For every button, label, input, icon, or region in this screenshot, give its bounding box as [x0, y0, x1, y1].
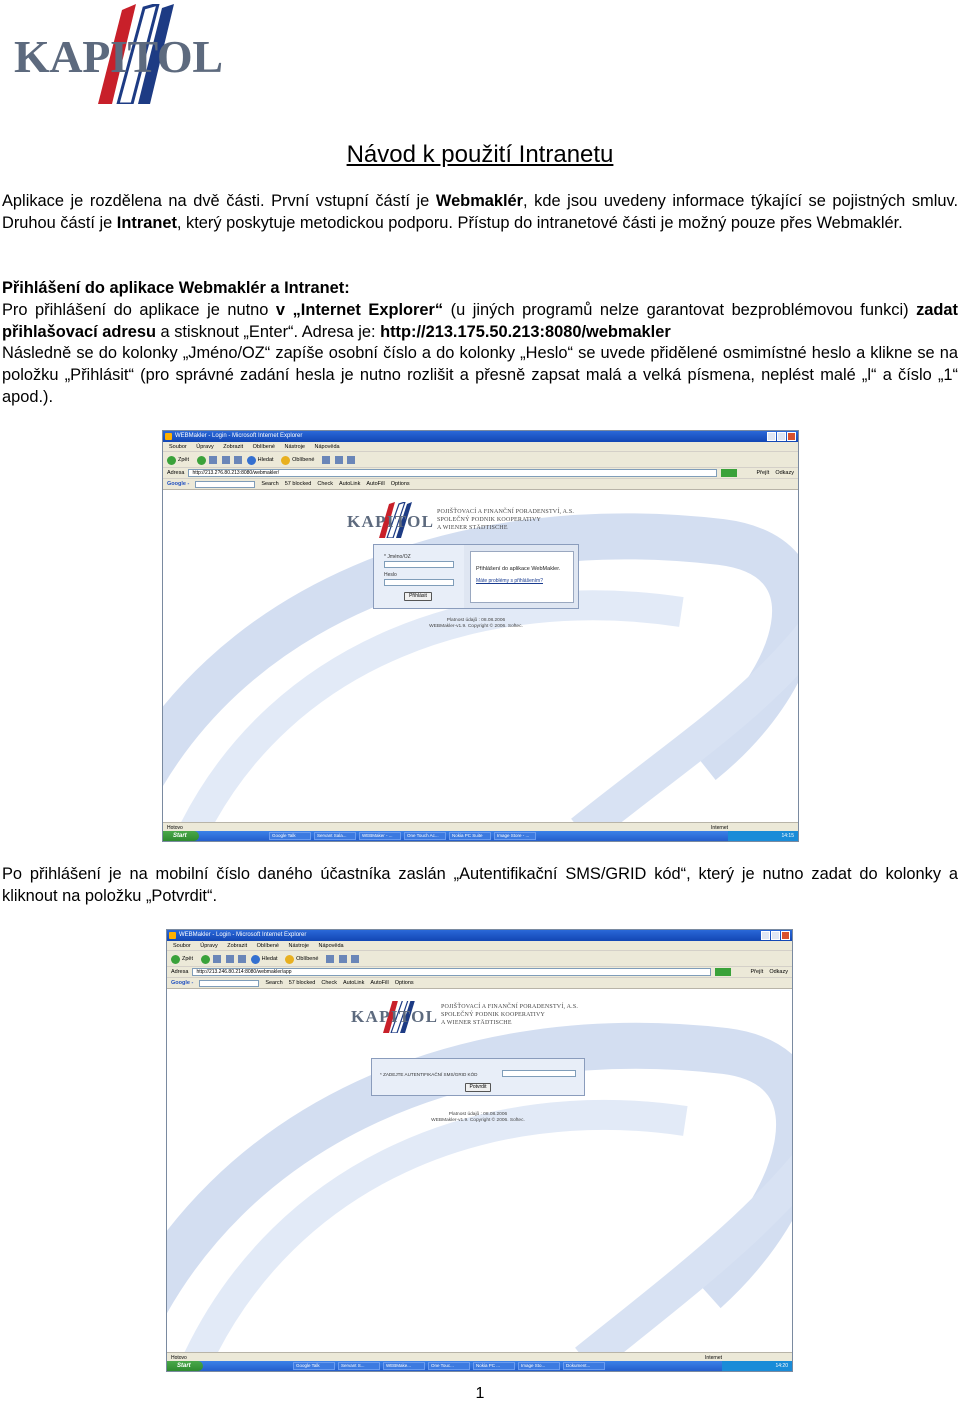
- sms-code-label: * ZADEJTE AUTENTIFIKAČNÍ SMS/GRID KÓD: [380, 1072, 478, 1077]
- ie-addressbar: [163, 468, 798, 479]
- page-title: Návod k použití Intranetu: [346, 141, 614, 168]
- favorites-button[interactable]: Oblíbené: [296, 956, 319, 962]
- login-text-block: [2, 300, 958, 344]
- google-autofill-button[interactable]: AutoFill: [370, 979, 389, 986]
- address-label: Adresa: [171, 968, 189, 975]
- task-google-talk[interactable]: Google Talk: [269, 832, 311, 840]
- login-button[interactable]: Přihlásit: [404, 592, 432, 601]
- ie-addressbar: [167, 967, 792, 978]
- ie-toolbar: [167, 951, 792, 967]
- mail-icon[interactable]: [339, 955, 347, 963]
- google-autofill-button[interactable]: AutoFill: [366, 480, 385, 487]
- google-autolink-button[interactable]: AutoLink: [338, 480, 361, 487]
- login-instructions: [2, 278, 958, 409]
- ie-titlebar: [163, 431, 798, 442]
- zone-text: Internet: [711, 825, 728, 831]
- task-image-store[interactable]: Image Sto...: [518, 1362, 560, 1370]
- search-icon[interactable]: [251, 955, 260, 964]
- stop-icon[interactable]: [209, 456, 217, 464]
- google-check-button[interactable]: Check: [321, 979, 337, 986]
- task-webmaker[interactable]: WEBMaker - ...: [359, 832, 401, 840]
- go-arrow-icon[interactable]: [721, 469, 737, 477]
- menu-soubor[interactable]: Soubor: [169, 444, 187, 450]
- back-arrow-icon[interactable]: [171, 955, 180, 964]
- zone-text: Internet: [705, 1355, 722, 1361]
- forward-arrow-icon[interactable]: [201, 955, 210, 964]
- login-zadat-bold: zadat přihlašovací adresu: [2, 300, 959, 341]
- ie-app-icon: [165, 433, 172, 440]
- kapitol-mini-logo: [345, 502, 435, 538]
- version-note: Platnost údajů : 08.08.2006 WEBMakler-v1.9. Copyright © 2006. Softec.: [431, 1112, 525, 1123]
- menu-zobrazit[interactable]: Zobrazit: [227, 943, 248, 949]
- history-icon[interactable]: [322, 456, 330, 464]
- sms-code-input[interactable]: [502, 1070, 576, 1077]
- refresh-icon[interactable]: [226, 955, 234, 963]
- star-icon[interactable]: [285, 955, 294, 964]
- google-label: Google -: [167, 480, 190, 487]
- search-button[interactable]: Hledat: [261, 956, 278, 962]
- back-arrow-icon[interactable]: [167, 456, 176, 465]
- go-button[interactable]: Přejít: [750, 968, 764, 975]
- star-icon[interactable]: [281, 456, 290, 465]
- login-text-4: Následně se do kolonky „Jméno/OZ“ zapíše osobní číslo a do kolonky „Heslo“ se uvede přidělené osmimístné heslo a klikne se na položku „Přihlásit“ (pro správné zadání hesla je nutno rozlišit a přesně zapsat malá a velká písmena, neplést malé „l“ a číslo „1“ apod.).: [2, 344, 958, 406]
- menu-oblibene[interactable]: Oblíbené: [252, 444, 275, 450]
- login-info-title: Přihlášení do aplikace WebMakler.: [476, 566, 561, 572]
- start-button[interactable]: Start: [167, 1361, 203, 1371]
- task-webmaker[interactable]: WEBMake...: [383, 1362, 425, 1370]
- intro-intranet-bold: Intranet: [116, 213, 177, 232]
- minimize-icon[interactable]: [767, 432, 776, 441]
- search-button[interactable]: Hledat: [257, 457, 274, 463]
- logo-wordmark: KAPITOL: [14, 31, 224, 82]
- back-button[interactable]: Zpět: [178, 457, 190, 463]
- svg-text:KAPITOL: KAPITOL: [347, 512, 433, 531]
- back-button[interactable]: Zpět: [182, 956, 194, 962]
- menu-nastroje[interactable]: Nástroje: [284, 444, 305, 450]
- ie-menubar: [163, 442, 798, 452]
- task-nokia[interactable]: Nokia PC ...: [473, 1362, 515, 1370]
- minimize-icon[interactable]: [761, 931, 770, 940]
- menu-upravy[interactable]: Úpravy: [200, 943, 218, 949]
- refresh-icon[interactable]: [222, 456, 230, 464]
- task-one-touch[interactable]: One Touch Ac...: [404, 832, 446, 840]
- address-label: Adresa: [167, 469, 185, 476]
- google-popup-blocker[interactable]: 57 blocked: [284, 480, 312, 487]
- login-info-panel: [470, 551, 574, 603]
- login-url-bold: http://213.175.50.213:8080/webmakler: [380, 322, 671, 341]
- menu-napoveda[interactable]: Nápověda: [318, 943, 344, 949]
- start-button[interactable]: Start: [163, 831, 199, 841]
- google-check-button[interactable]: Check: [317, 480, 333, 487]
- windows-taskbar: [163, 831, 798, 841]
- login-help-link[interactable]: Máte problémy s přihlášením?: [476, 578, 543, 584]
- intro-text-2: , kde jsou uvedeny informace týkající se pojistných smluv. Druhou částí je: [2, 192, 959, 232]
- address-input[interactable]: http://213.2?6.80.213:8080/webmakler/: [188, 469, 716, 477]
- google-popup-blocker[interactable]: 57 blocked: [288, 979, 316, 986]
- page-number: 1: [475, 1385, 485, 1401]
- links-button[interactable]: Odkazy: [769, 968, 788, 975]
- page-content: [167, 1001, 792, 1352]
- favorites-button[interactable]: Oblíbené: [292, 457, 315, 463]
- menu-oblibene[interactable]: Oblíbené: [256, 943, 279, 949]
- close-icon[interactable]: [787, 432, 796, 441]
- taskbar-clock: 14:15: [728, 831, 798, 841]
- menu-nastroje[interactable]: Nástroje: [288, 943, 309, 949]
- go-button[interactable]: Přejít: [756, 469, 770, 476]
- go-arrow-icon[interactable]: [715, 968, 731, 976]
- task-nokia[interactable]: Nokia PC Suite: [449, 832, 491, 840]
- confirm-button[interactable]: Potvrdit: [465, 1083, 491, 1092]
- login-text-3: a stisknout „Enter“. Adresa je:: [155, 322, 381, 341]
- google-options-button[interactable]: Options: [394, 979, 414, 986]
- password-input[interactable]: [384, 579, 454, 586]
- intro-paragraph: [2, 191, 958, 235]
- task-dokument[interactable]: Dokument...: [563, 1362, 605, 1370]
- status-text: Hotovo: [171, 1355, 187, 1361]
- sms-instructions: Po přihlášení je na mobilní číslo daného účastníka zaslán „Autentifikační SMS/GRID kód“, který je nutno zadat do kolonky a kliknout na položku „Potvrdit“.: [2, 865, 958, 905]
- print-icon[interactable]: [347, 456, 355, 464]
- username-label: * Jméno/OZ: [384, 554, 411, 560]
- ie-titlebar: [167, 930, 792, 941]
- print-icon[interactable]: [351, 955, 359, 963]
- login-ie-bold: v „Internet Explorer“: [275, 300, 444, 319]
- intro-text-3: , který poskytuje metodickou podporu. Přístup do intranetové části je možný pouze přes Webmaklér.: [176, 213, 903, 232]
- google-search-input[interactable]: [199, 980, 259, 987]
- username-input[interactable]: [384, 561, 454, 568]
- kapitol-mini-logo: [349, 1001, 439, 1033]
- search-icon[interactable]: [247, 456, 256, 465]
- links-button[interactable]: Odkazy: [775, 469, 794, 476]
- task-servant[interactable]: Servant S...: [338, 1362, 380, 1370]
- window-controls: [767, 432, 796, 441]
- company-name: POJIŠŤOVACÍ A FINANČNÍ PORADENSTVÍ, A.S. SPOLEČNÝ PODNIK KOOPERATIVY A WIENER STÄDTISCHE: [437, 509, 575, 531]
- task-servant[interactable]: Servant Sala...: [314, 832, 356, 840]
- windows-taskbar: [167, 1361, 792, 1371]
- kapitol-brand: [345, 502, 574, 538]
- task-image-store[interactable]: Image Store - ...: [494, 832, 536, 840]
- menu-napoveda[interactable]: Nápověda: [314, 444, 340, 450]
- google-search-input[interactable]: [195, 481, 255, 488]
- maximize-icon[interactable]: [771, 931, 780, 940]
- google-search-button[interactable]: Search: [261, 480, 279, 487]
- forward-arrow-icon[interactable]: [197, 456, 206, 465]
- mail-icon[interactable]: [335, 456, 343, 464]
- history-icon[interactable]: [326, 955, 334, 963]
- address-input[interactable]: http://213.246.80.214:8080/webmakler/app: [192, 968, 710, 976]
- ie-window-title: WEBMakler - Login - Microsoft Internet Explorer: [175, 433, 303, 439]
- google-toolbar: [167, 978, 792, 989]
- close-icon[interactable]: [781, 931, 790, 940]
- screenshot-login: [162, 430, 799, 842]
- stop-icon[interactable]: [213, 955, 221, 963]
- ie-menubar: [167, 941, 792, 951]
- ie-toolbar: [163, 452, 798, 468]
- google-toolbar: [163, 479, 798, 490]
- intro-text-1: Aplikace je rozdělena na dvě části. První vstupní částí je: [2, 192, 436, 210]
- intro-webmakler-bold: Webmaklér: [435, 192, 524, 210]
- menu-upravy[interactable]: Úpravy: [196, 444, 214, 450]
- login-text-1: Pro přihlášení do aplikace je nutno: [2, 300, 276, 319]
- google-autolink-button[interactable]: AutoLink: [342, 979, 365, 986]
- task-google-talk[interactable]: Google Talk: [293, 1362, 335, 1370]
- google-search-button[interactable]: Search: [265, 979, 283, 986]
- version-note: Platnost údajů : 08.08.2006 WEBMakler-v1.9. Copyright © 2006. Softec.: [429, 618, 523, 629]
- google-options-button[interactable]: Options: [390, 480, 410, 487]
- login-text-2: (u jiných programů nelze garantovat bezproblémovou funkci): [443, 300, 917, 319]
- password-label: Heslo: [384, 572, 397, 578]
- taskbar-clock: 14:20: [722, 1361, 792, 1371]
- kapitol-logo: [12, 4, 227, 104]
- status-text: Hotovo: [167, 825, 183, 831]
- maximize-icon[interactable]: [777, 432, 786, 441]
- background-swirl: [167, 1001, 792, 1352]
- svg-text:KAPITOL: KAPITOL: [351, 1007, 437, 1026]
- company-name: POJIŠŤOVACÍ A FINANČNÍ PORADENSTVÍ, A.S. SPOLEČNÝ PODNIK KOOPERATIVY A WIENER STÄDTISCHE: [441, 1004, 579, 1026]
- menu-soubor[interactable]: Soubor: [173, 943, 191, 949]
- page-content: [163, 502, 798, 822]
- screenshot-sms: [166, 929, 793, 1372]
- menu-zobrazit[interactable]: Zobrazit: [223, 444, 244, 450]
- home-icon[interactable]: [234, 456, 242, 464]
- ie-app-icon: [169, 932, 176, 939]
- sms-code-form: [371, 1058, 585, 1096]
- ie-window-title: WEBMakler - Login - Microsoft Internet Explorer: [179, 932, 307, 938]
- login-heading: Přihlášení do aplikace Webmaklér a Intranet:: [2, 279, 350, 297]
- kapitol-brand: [349, 1001, 578, 1033]
- task-one-touch[interactable]: One Touc...: [428, 1362, 470, 1370]
- login-form: [373, 544, 579, 609]
- window-controls: [761, 931, 790, 940]
- google-label: Google -: [171, 979, 194, 986]
- home-icon[interactable]: [238, 955, 246, 963]
